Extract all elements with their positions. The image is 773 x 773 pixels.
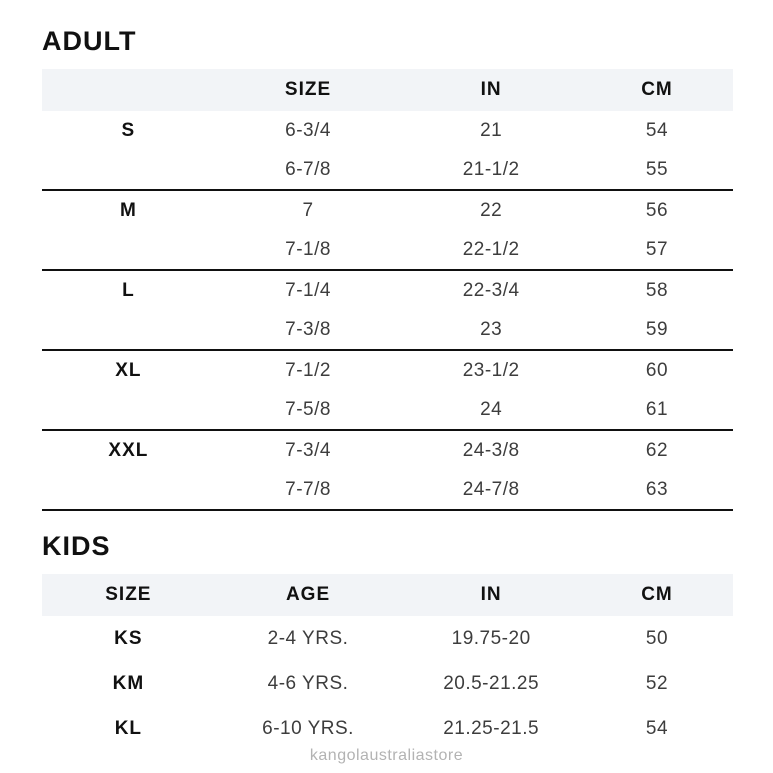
size-label-cell: KM [112, 672, 145, 694]
size-label-cell: XL [115, 359, 142, 381]
cm-cell: 63 [645, 478, 669, 500]
table-row [42, 351, 733, 390]
table-row [42, 150, 733, 189]
table-row [42, 661, 733, 706]
inches-cell: 24-7/8 [462, 478, 520, 500]
size-value-cell: 7-3/4 [285, 439, 331, 461]
size-value-cell: 7-5/8 [285, 398, 331, 420]
table-row [42, 706, 733, 751]
store-watermark: kangolaustraliastore [309, 747, 464, 764]
age-cell: 2-4 YRS. [267, 627, 349, 649]
table-row [42, 230, 733, 269]
kids-header-in: IN [480, 584, 502, 606]
inches-cell: 20.5-21.25 [443, 672, 540, 694]
cm-cell: 52 [645, 672, 669, 694]
size-group-l [42, 271, 733, 351]
adult-section-title: ADULT [42, 26, 137, 56]
kids-section-title: KIDS [42, 531, 111, 562]
inches-cell: 23-1/2 [462, 359, 520, 381]
size-label-cell: S [121, 119, 136, 141]
age-cell: 4-6 YRS. [267, 672, 349, 694]
cm-cell: 62 [645, 439, 669, 461]
adult-header-size: SIZE [284, 79, 332, 101]
inches-cell: 22-3/4 [462, 279, 520, 301]
size-value-cell: 7 [302, 199, 314, 221]
size-value-cell: 7-3/8 [285, 318, 331, 340]
inches-cell: 24 [480, 398, 503, 420]
size-value-cell: 7-1/2 [285, 359, 331, 381]
cm-cell: 56 [645, 199, 669, 221]
cm-cell: 59 [645, 318, 669, 340]
cm-cell: 50 [645, 627, 669, 649]
size-value-cell: 7-1/4 [285, 279, 331, 301]
inches-cell: 24-3/8 [462, 439, 520, 461]
table-row [42, 616, 733, 661]
table-row [42, 431, 733, 470]
adult-header-cm: CM [641, 79, 673, 101]
size-label-cell: XXL [108, 439, 149, 461]
kids-header-size: SIZE [105, 584, 152, 606]
cm-cell: 60 [645, 359, 669, 381]
table-row [42, 390, 733, 429]
size-label-cell: KS [114, 627, 143, 649]
inches-cell: 21.25-21.5 [443, 717, 540, 739]
adult-table-header-row [42, 69, 733, 111]
table-row [42, 271, 733, 310]
size-label-cell: L [122, 279, 135, 301]
table-row [42, 191, 733, 230]
kids-table-header-row [42, 574, 733, 616]
cm-cell: 61 [645, 398, 669, 420]
adult-header-in: IN [480, 79, 502, 101]
size-group-s [42, 111, 733, 191]
size-label-cell: KL [114, 717, 143, 739]
size-group-xxl [42, 431, 733, 511]
size-value-cell: 6-3/4 [285, 119, 331, 141]
inches-cell: 23 [480, 318, 503, 340]
cm-cell: 54 [645, 717, 669, 739]
cm-cell: 57 [645, 238, 669, 260]
size-value-cell: 7-1/8 [285, 238, 331, 260]
table-row [42, 310, 733, 349]
size-value-cell: 6-7/8 [285, 158, 331, 180]
inches-cell: 21 [480, 119, 503, 141]
size-group-xl [42, 351, 733, 431]
age-cell: 6-10 YRS. [262, 717, 354, 739]
size-group-m [42, 191, 733, 271]
size-label-cell: M [119, 199, 137, 221]
size-value-cell: 7-7/8 [285, 478, 331, 500]
inches-cell: 22 [480, 199, 503, 221]
kids-size-table [42, 574, 733, 751]
table-row [42, 470, 733, 509]
kids-header-age: AGE [285, 584, 331, 606]
cm-cell: 58 [645, 279, 669, 301]
adult-size-table [42, 69, 733, 511]
table-row [42, 111, 733, 150]
cm-cell: 54 [645, 119, 669, 141]
kids-header-cm: CM [641, 584, 673, 606]
inches-cell: 21-1/2 [462, 158, 520, 180]
inches-cell: 19.75-20 [451, 627, 531, 649]
inches-cell: 22-1/2 [462, 238, 520, 260]
cm-cell: 55 [645, 158, 669, 180]
